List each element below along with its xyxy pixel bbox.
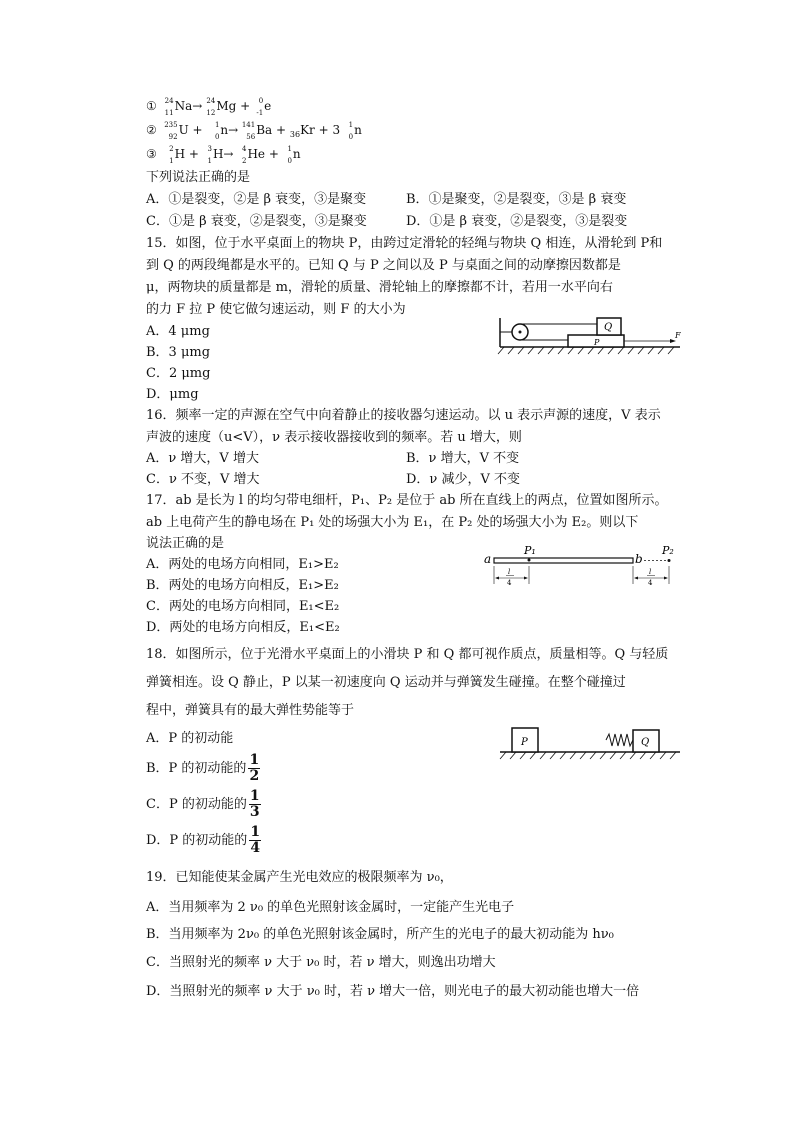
q17-stem-3: 说法正确的是	[146, 536, 225, 551]
q15-option-c[interactable]: C．2 μmg	[146, 366, 211, 381]
q19-option-d[interactable]: D．当照射光的频率 ν 大于 ν₀ 时，若 ν 增大一倍，则光电子的最大初动能也增大一倍	[146, 984, 640, 999]
svg-text:l: l	[649, 568, 652, 576]
q18-stem-3: 程中，弹簧具有的最大弹性势能等于	[146, 703, 355, 718]
svg-text:P₂: P₂	[662, 544, 674, 557]
spring	[606, 734, 633, 746]
svg-text:P: P	[521, 737, 528, 748]
q16-option-d[interactable]: D．ν 减少，V 不变	[406, 472, 520, 487]
reaction-1: ① 24 11 Na→ 24 12 Mg + 0 -1 e	[146, 96, 272, 117]
svg-text:Q: Q	[604, 322, 613, 333]
q19-option-a[interactable]: A．当用频率为 2 ν₀ 的单色光照射该金属时，一定能产生光电子	[146, 900, 515, 915]
svg-text:4: 4	[648, 579, 653, 587]
q17-option-d[interactable]: D．两处的电场方向相反，E₁<E₂	[146, 620, 340, 635]
q17-option-a[interactable]: A．两处的电场方向相同，E₁>E₂	[146, 557, 339, 572]
q18-stem-2: 弹簧相连。设 Q 静止，P 以某一初速度向 Q 运动并与弹簧发生碰撞。在整个碰撞过	[146, 675, 626, 690]
q17-figure	[482, 542, 688, 588]
q18-figure	[498, 722, 684, 762]
q15-figure	[494, 314, 684, 356]
q14-option-d[interactable]: D．①是 β 衰变，②是裂变，③是裂变	[406, 214, 628, 229]
q15-option-d[interactable]: D．μmg	[146, 387, 199, 402]
reaction-3: ③ 2 1 H + 3 1 H→ 4 2 He + 1 0 n	[146, 144, 301, 165]
svg-text:4: 4	[507, 579, 512, 587]
q16-stem-1: 16．频率一定的声源在空气中向着静止的接收器匀速运动。以 u 表示声源的速度，V 表示	[146, 408, 661, 423]
q14-option-b[interactable]: B．①是聚变，②是裂变，③是 β 衰变	[406, 192, 627, 207]
svg-text:P: P	[594, 338, 600, 347]
q15-stem-4: 的力 F 拉 P 使它做匀速运动，则 F 的大小为	[146, 302, 406, 317]
q15-stem-1: 15．如图，位于水平桌面上的物块 P，由跨过定滑轮的轻绳与物块 Q 相连，从滑轮到 P和	[146, 236, 663, 251]
q16-option-b[interactable]: B．ν 增大，V 不变	[406, 451, 520, 466]
q15-option-b[interactable]: B．3 μmg	[146, 345, 211, 360]
q14-prompt: 下列说法正确的是	[146, 170, 251, 185]
fraction: $\frac{1}{4}$	[250, 824, 261, 856]
point-p2	[668, 559, 671, 562]
q18-option-c[interactable]: C．P 的初动能的 $\frac{1}{3}$	[146, 788, 260, 820]
svg-text:l: l	[508, 568, 511, 576]
q17-stem-1: 17．ab 是长为 l 的均匀带电细杆，P₁、P₂ 是位于 ab 所在直线上的两点，位置如图所示。	[146, 493, 668, 508]
q17-option-c[interactable]: C．两处的电场方向相同，E₁<E₂	[146, 599, 340, 614]
fraction: $\frac{1}{2}$	[249, 752, 260, 784]
q19-option-c[interactable]: C．当照射光的频率 ν 大于 ν₀ 时，若 ν 增大，则逸出功增大	[146, 955, 496, 970]
q15-stem-3: μ，两物块的质量都是 m，滑轮的质量、滑轮轴上的摩擦都不计，若用一水平向右	[146, 280, 613, 295]
reaction-2: ② 235 92 U + 1 0 n→ 141 56 Ba + $_{36}$Kr + 3 1 0 n	[146, 120, 362, 141]
svg-text:b: b	[635, 552, 643, 566]
q16-option-c[interactable]: C．ν 不变，V 增大	[146, 472, 260, 487]
q18-option-d[interactable]: D．P 的初动能的 $\frac{1}{4}$	[146, 824, 261, 856]
q19-option-b[interactable]: B．当用频率为 2ν₀ 的单色光照射该金属时，所产生的光电子的最大初动能为 hν₀	[146, 927, 614, 942]
q15-stem-2: 到 Q 的两段绳都是水平的。已知 Q 与 P 之间以及 P 与桌面之间的动摩擦因数都是	[146, 258, 621, 273]
q18-stem-1: 18．如图所示，位于光滑水平桌面上的小滑块 P 和 Q 都可视作质点，质量相等。Q 与轻质	[146, 647, 669, 662]
q19-stem: 19．已知能使某金属产生光电效应的极限频率为 ν₀，	[146, 870, 453, 885]
svg-text:F: F	[675, 331, 681, 340]
q18-option-b[interactable]: B．P 的初动能的 $\frac{1}{2}$	[146, 752, 260, 784]
svg-text:a: a	[484, 552, 492, 566]
q18-option-a[interactable]: A．P 的初动能	[146, 731, 234, 746]
q16-option-a[interactable]: A．ν 增大，V 增大	[146, 451, 259, 466]
q16-stem-2: 声波的速度（u<V），ν 表示接收器接收到的频率。若 u 增大，则	[146, 430, 522, 445]
q14-option-c[interactable]: C．①是 β 衰变，②是裂变，③是聚变	[146, 214, 367, 229]
charged-rod	[494, 558, 633, 563]
q15-option-a[interactable]: A．4 μmg	[146, 324, 210, 339]
q14-option-a[interactable]: A．①是裂变，②是 β 衰变，③是聚变	[146, 192, 367, 207]
svg-text:Q: Q	[641, 737, 650, 748]
q17-stem-2: ab 上电荷产生的静电场在 P₁ 处的场强大小为 E₁，在 P₂ 处的场强大小为 E₂。则以下	[146, 515, 639, 530]
fraction: $\frac{1}{3}$	[249, 788, 260, 820]
q17-option-b[interactable]: B．两处的电场方向相反，E₁>E₂	[146, 578, 339, 593]
point-p1	[528, 559, 531, 562]
svg-text:P₁: P₁	[524, 544, 536, 557]
